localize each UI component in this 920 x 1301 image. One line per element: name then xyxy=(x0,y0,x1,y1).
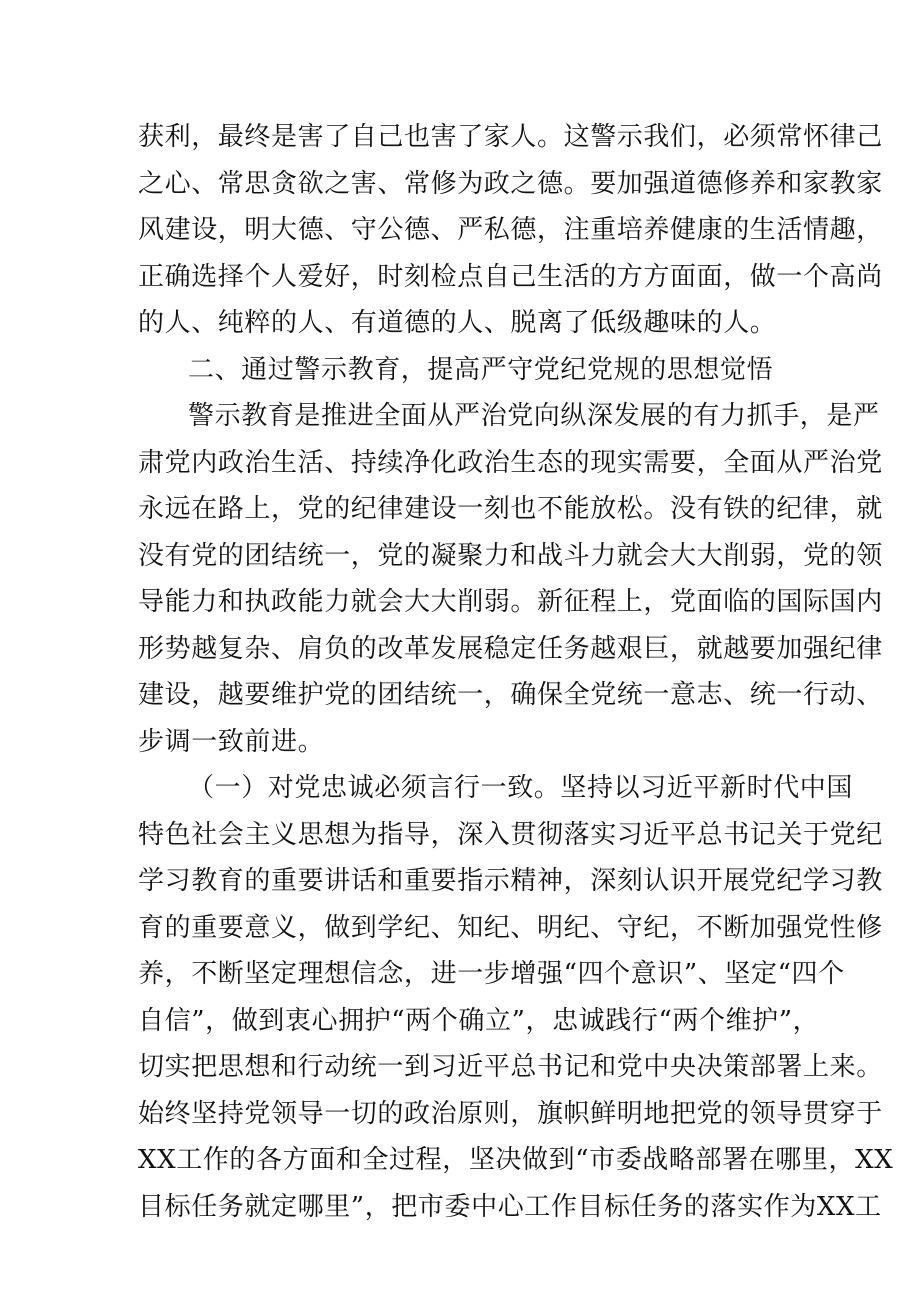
body-text-line: 建设，越要维护党的团结统一，确保全党统一意志、统一行动、 xyxy=(138,680,883,710)
body-text-line: 特色社会主义思想为指导，深入贯彻落实习近平总书记关于党纪 xyxy=(138,820,883,850)
body-text-line: 之心、常思贪欲之害、常修为政之德。要加强道德修养和家教家 xyxy=(138,169,883,199)
body-text-line: 正确选择个人爱好，时刻检点自己生活的方方面面，做一个高尚 xyxy=(138,262,883,292)
body-text-line: XX工作的各方面和全过程，坚决做到“市委战略部署在哪里，XX xyxy=(138,1145,894,1175)
body-text-line: 始终坚持党领导一切的政治原则，旗帜鲜明地把党的领导贯穿于 xyxy=(138,1099,883,1129)
body-text-line: 步调一致前进。 xyxy=(138,727,325,757)
body-text-line: 形势越复杂、肩负的改革发展稳定任务越艰巨，就越要加强纪律 xyxy=(138,634,883,664)
body-text-line: 永远在路上，党的纪律建设一刻也不能放松。没有铁的纪律，就 xyxy=(138,494,883,524)
body-text-line: 警示教育是推进全面从严治党向纵深发展的有力抓手，是严 xyxy=(188,401,880,431)
body-text-line: 育的重要意义，做到学纪、知纪、明纪、守纪，不断加强党性修 xyxy=(138,913,883,943)
body-text-line: 没有党的团结统一，党的凝聚力和战斗力就会大大削弱，党的领 xyxy=(138,541,883,571)
body-text-line: 风建设，明大德、守公德、严私德，注重培养健康的生活情趣， xyxy=(138,215,883,245)
subsection-heading: （一）对党忠诚必须言行一致。坚持以习近平新时代中国 xyxy=(188,773,854,803)
section-heading: 二、通过警示教育，提高严守党纪党规的思想觉悟 xyxy=(188,355,774,385)
body-text-line: 学习教育的重要讲话和重要指示精神，深刻认识开展党纪学习教 xyxy=(138,866,883,896)
body-text-line: 获利，最终是害了自己也害了家人。这警示我们，必须常怀律己 xyxy=(138,122,883,152)
body-text-line: 自信”，做到衷心拥护“两个确立”，忠诚践行“两个维护”， xyxy=(138,1006,820,1036)
body-text-line: 目标任务就定哪里”，把市委中心工作目标任务的落实作为XX工 xyxy=(138,1192,882,1222)
body-text-line: 肃党内政治生活、持续净化政治生态的现实需要，全面从严治党 xyxy=(138,448,883,478)
body-text-line: 养，不断坚定理想信念，进一步增强“四个意识”、坚定“四个 xyxy=(138,959,845,989)
body-text-line: 导能力和执政能力就会大大削弱。新征程上，党面临的国际国内 xyxy=(138,587,883,617)
body-text-line: 切实把思想和行动统一到习近平总书记和党中央决策部署上来。 xyxy=(138,1052,883,1082)
body-text-line: 的人、纯粹的人、有道德的人、脱离了低级趣味的人。 xyxy=(138,308,777,338)
